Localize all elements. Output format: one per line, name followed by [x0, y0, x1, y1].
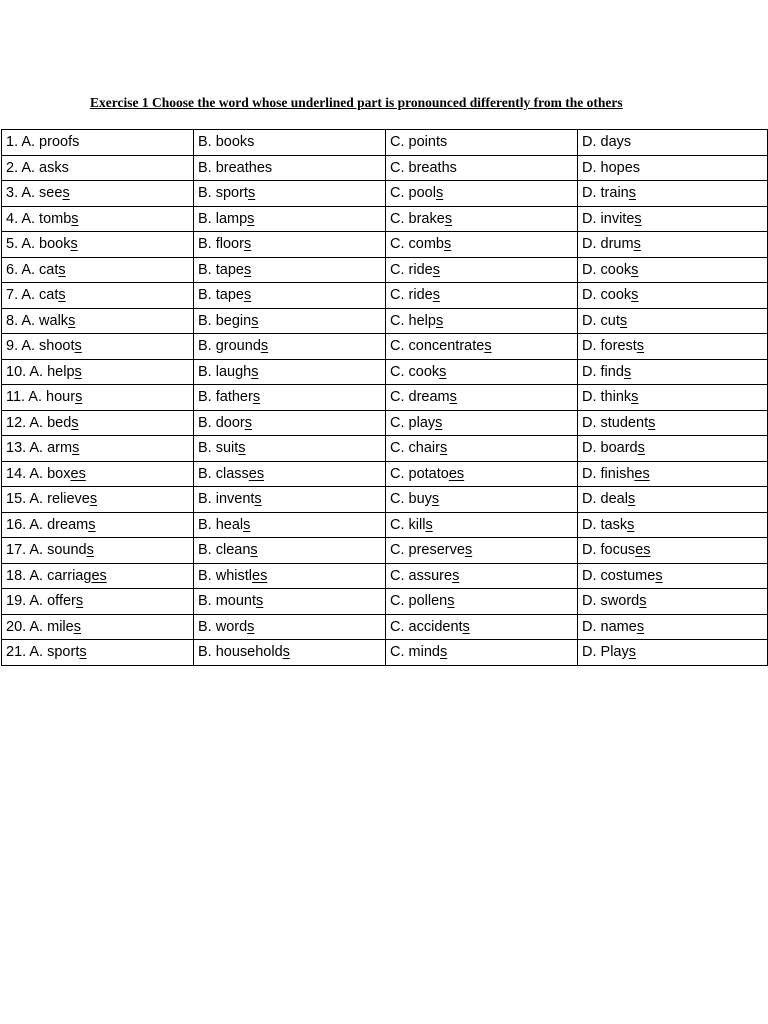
underlined-part: s — [484, 338, 492, 355]
question-row — [2, 283, 768, 309]
option-text: B. invent — [198, 491, 255, 508]
option-d-cell — [578, 359, 768, 385]
option-c-cell — [386, 283, 578, 309]
underlined-part: s — [637, 440, 645, 457]
option-c-cell — [386, 385, 578, 411]
option-d-cell — [578, 563, 768, 589]
underlined-part: s — [74, 363, 82, 380]
option-text: 4. A. tomb — [6, 210, 72, 227]
option-text: B. class — [198, 465, 249, 482]
question-row — [2, 512, 768, 538]
option-text: 9. A. shoot — [6, 338, 75, 355]
option-text: C. ride — [390, 287, 433, 304]
underlined-part: s — [68, 312, 76, 329]
option-a-cell — [2, 181, 194, 207]
option-text: 20. A. mile — [6, 618, 74, 635]
option-b-cell — [194, 512, 386, 538]
option-text: B. word — [198, 618, 248, 635]
option-b-cell — [194, 283, 386, 309]
underlined-part: s — [431, 491, 440, 508]
underlined-part: s — [633, 236, 641, 253]
option-a-cell — [2, 589, 194, 615]
underlined-part: s — [88, 516, 96, 533]
option-text: C. kill — [390, 516, 426, 533]
underlined-part: s — [251, 312, 259, 329]
option-text: D. find — [582, 363, 624, 380]
option-text: B. heal — [198, 516, 244, 533]
option-text: D. deal — [582, 491, 628, 508]
option-a-cell — [2, 334, 194, 360]
option-d-cell — [578, 512, 768, 538]
option-text: 17. A. sound — [6, 542, 87, 559]
underlined-part: s — [464, 542, 473, 559]
option-text: B. tape — [198, 287, 244, 304]
option-text: D. Play — [582, 644, 629, 661]
question-row — [2, 385, 768, 411]
question-row — [2, 589, 768, 615]
option-text: B. mount — [198, 593, 257, 610]
option-b-cell — [194, 181, 386, 207]
underlined-part: s — [623, 363, 632, 380]
option-text: D. board — [582, 440, 638, 457]
option-text: 1. A. proofs — [6, 134, 80, 151]
option-text: C. cook — [390, 363, 440, 380]
underlined-part: s — [439, 363, 447, 380]
option-text: C. assure — [390, 567, 453, 584]
underlined-part: es — [448, 465, 465, 482]
option-c-cell — [386, 206, 578, 232]
option-text: C. buy — [390, 491, 432, 508]
option-c-cell — [386, 436, 578, 462]
underlined-part: s — [631, 261, 639, 278]
option-b-cell — [194, 359, 386, 385]
option-text: C. preserve — [390, 542, 465, 559]
underlined-part: s — [628, 185, 636, 202]
option-a-cell — [2, 308, 194, 334]
option-d-cell — [578, 487, 768, 513]
option-d-cell — [578, 155, 768, 181]
option-text: B. whistl — [198, 567, 252, 584]
option-text: 3. A. see — [6, 185, 63, 202]
underlined-part: s — [444, 210, 453, 227]
option-d-cell — [578, 257, 768, 283]
option-d-cell — [578, 461, 768, 487]
option-d-cell — [578, 410, 768, 436]
underlined-part: s — [250, 542, 258, 559]
option-d-cell — [578, 206, 768, 232]
exercise-table — [1, 129, 768, 666]
option-c-cell — [386, 512, 578, 538]
underlined-part: s — [243, 236, 252, 253]
question-row — [2, 640, 768, 666]
option-text: D. days — [582, 134, 632, 151]
question-row — [2, 130, 768, 156]
underlined-part: s — [636, 338, 645, 355]
underlined-part: s — [89, 491, 98, 508]
option-text: 15. A. relieve — [6, 491, 90, 508]
underlined-part: s — [79, 644, 87, 661]
option-b-cell — [194, 206, 386, 232]
underlined-part: s — [628, 644, 636, 661]
option-text: 19. A. offer — [6, 593, 76, 610]
question-row — [2, 308, 768, 334]
option-d-cell — [578, 334, 768, 360]
option-b-cell — [194, 308, 386, 334]
option-text: 10. A. help — [6, 363, 75, 380]
option-c-cell — [386, 232, 578, 258]
option-text: D. invite — [582, 210, 635, 227]
underlined-part: es — [70, 465, 86, 482]
option-text: C. accident — [390, 618, 463, 635]
option-text: D. train — [582, 185, 629, 202]
option-text: C. play — [390, 414, 436, 431]
question-row — [2, 232, 768, 258]
option-text: B. lamp — [198, 210, 248, 227]
option-a-cell — [2, 206, 194, 232]
underlined-part: s — [432, 261, 440, 278]
option-b-cell — [194, 334, 386, 360]
question-row — [2, 487, 768, 513]
underlined-part: s — [462, 618, 470, 635]
underlined-part: s — [243, 261, 252, 278]
underlined-part: s — [447, 593, 455, 610]
underlined-part: s — [634, 210, 642, 227]
option-text: D. focus — [582, 542, 636, 559]
option-a-cell — [2, 155, 194, 181]
option-b-cell — [194, 257, 386, 283]
option-a-cell — [2, 640, 194, 666]
option-text: C. breaths — [390, 159, 457, 176]
option-c-cell — [386, 155, 578, 181]
option-text: C. brake — [390, 210, 445, 227]
option-text: C. points — [390, 134, 448, 151]
option-text: D. cook — [582, 287, 632, 304]
option-c-cell — [386, 359, 578, 385]
option-b-cell — [194, 130, 386, 156]
option-text: D. finish — [582, 465, 635, 482]
option-d-cell — [578, 385, 768, 411]
underlined-part: s — [282, 644, 290, 661]
option-d-cell — [578, 589, 768, 615]
underlined-part: s — [435, 312, 444, 329]
option-b-cell — [194, 410, 386, 436]
option-text: B. breathes — [198, 159, 273, 176]
option-text: D. drum — [582, 236, 634, 253]
underlined-part: s — [619, 312, 628, 329]
underlined-part: s — [627, 516, 635, 533]
question-row — [2, 563, 768, 589]
underlined-part: s — [252, 389, 261, 406]
option-text: C. pool — [390, 185, 436, 202]
option-text: D. costume — [582, 567, 656, 584]
option-text: B. household — [198, 644, 283, 661]
underlined-part: s — [260, 338, 269, 355]
option-text: C. dream — [390, 389, 450, 406]
option-a-cell — [2, 614, 194, 640]
option-text: 8. A. walk — [6, 312, 69, 329]
underlined-part: s — [58, 287, 66, 304]
option-d-cell — [578, 614, 768, 640]
option-a-cell — [2, 436, 194, 462]
option-a-cell — [2, 359, 194, 385]
option-c-cell — [386, 181, 578, 207]
option-text: C. pollen — [390, 593, 448, 610]
option-text: B. sport — [198, 185, 248, 202]
option-text: B. door — [198, 414, 245, 431]
option-d-cell — [578, 232, 768, 258]
option-c-cell — [386, 538, 578, 564]
option-text: B. floor — [198, 236, 244, 253]
question-row — [2, 614, 768, 640]
option-b-cell — [194, 461, 386, 487]
option-c-cell — [386, 614, 578, 640]
option-text: B. suit — [198, 440, 239, 457]
exercise-heading: Exercise 1 Choose the word whose underlined part is pronounced differently from the others — [90, 95, 623, 110]
underlined-part: s — [631, 287, 639, 304]
underlined-part: s — [425, 516, 433, 533]
underlined-part: s — [631, 389, 639, 406]
underlined-part: s — [439, 644, 448, 661]
underlined-part: es — [91, 567, 107, 584]
option-b-cell — [194, 487, 386, 513]
underlined-part: s — [251, 363, 259, 380]
underlined-part: s — [432, 287, 440, 304]
option-text: D. student — [582, 414, 649, 431]
question-row — [2, 461, 768, 487]
underlined-part: s — [636, 618, 645, 635]
underlined-part: s — [648, 414, 656, 431]
question-row — [2, 410, 768, 436]
underlined-part: s — [655, 567, 663, 584]
option-c-cell — [386, 410, 578, 436]
option-d-cell — [578, 640, 768, 666]
question-row — [2, 181, 768, 207]
option-b-cell — [194, 155, 386, 181]
option-b-cell — [194, 436, 386, 462]
underlined-part: s — [62, 185, 70, 202]
option-a-cell — [2, 385, 194, 411]
underlined-part: s — [238, 440, 246, 457]
question-row — [2, 334, 768, 360]
underlined-part: s — [444, 236, 452, 253]
underlined-part: s — [439, 440, 448, 457]
option-text: 11. A. hour — [6, 389, 76, 406]
option-b-cell — [194, 538, 386, 564]
underlined-part: s — [58, 261, 66, 278]
option-d-cell — [578, 130, 768, 156]
option-text: C. mind — [390, 644, 440, 661]
option-text: 18. A. carriag — [6, 567, 92, 584]
underlined-part: s — [86, 542, 94, 559]
underlined-part: s — [71, 210, 79, 227]
question-row — [2, 257, 768, 283]
option-d-cell — [578, 308, 768, 334]
underlined-part: s — [247, 185, 256, 202]
option-text: 12. A. bed — [6, 414, 72, 431]
option-d-cell — [578, 436, 768, 462]
option-text: C. help — [390, 312, 436, 329]
option-a-cell — [2, 410, 194, 436]
option-b-cell — [194, 640, 386, 666]
option-text: D. forest — [582, 338, 637, 355]
option-a-cell — [2, 130, 194, 156]
question-row — [2, 206, 768, 232]
option-d-cell — [578, 181, 768, 207]
option-text: D. task — [582, 516, 628, 533]
option-text: B. tape — [198, 261, 244, 278]
underlined-part: es — [635, 542, 651, 559]
underlined-part: s — [70, 236, 78, 253]
option-a-cell — [2, 538, 194, 564]
option-text: C. chair — [390, 440, 440, 457]
underlined-part: s — [243, 516, 251, 533]
option-a-cell — [2, 257, 194, 283]
option-c-cell — [386, 257, 578, 283]
option-text: 5. A. book — [6, 236, 71, 253]
underlined-part: es — [634, 465, 650, 482]
option-text: 14. A. box — [6, 465, 71, 482]
option-a-cell — [2, 563, 194, 589]
option-d-cell — [578, 283, 768, 309]
underlined-part: s — [72, 440, 80, 457]
option-text: B. books — [198, 134, 255, 151]
underlined-part: s — [71, 414, 79, 431]
underlined-part: s — [435, 185, 444, 202]
underlined-part: es — [252, 567, 268, 584]
option-text: 13. A. arm — [6, 440, 73, 457]
option-d-cell — [578, 538, 768, 564]
option-c-cell — [386, 563, 578, 589]
option-c-cell — [386, 334, 578, 360]
underlined-part: s — [247, 618, 255, 635]
underlined-part: s — [256, 593, 264, 610]
option-text: D. cook — [582, 261, 632, 278]
option-c-cell — [386, 589, 578, 615]
option-text: B. laugh — [198, 363, 252, 380]
option-a-cell — [2, 283, 194, 309]
underlined-part: s — [627, 491, 636, 508]
underlined-part: s — [243, 287, 252, 304]
option-text: B. begin — [198, 312, 252, 329]
option-b-cell — [194, 232, 386, 258]
underlined-part: s — [449, 389, 457, 406]
question-row — [2, 436, 768, 462]
option-text: C. ride — [390, 261, 433, 278]
option-text: C. potato — [390, 465, 449, 482]
option-text: D. think — [582, 389, 632, 406]
option-text: B. ground — [198, 338, 261, 355]
option-c-cell — [386, 640, 578, 666]
option-a-cell — [2, 232, 194, 258]
option-b-cell — [194, 563, 386, 589]
option-text: 16. A. dream — [6, 516, 89, 533]
option-a-cell — [2, 461, 194, 487]
option-text: C. comb — [390, 236, 444, 253]
option-c-cell — [386, 461, 578, 487]
question-row — [2, 359, 768, 385]
underlined-part: s — [75, 593, 84, 610]
option-text: D. sword — [582, 593, 640, 610]
option-text: 7. A. cat — [6, 287, 59, 304]
question-row — [2, 538, 768, 564]
exercise-table-body — [2, 130, 768, 666]
option-text: D. cut — [582, 312, 620, 329]
option-text: C. concentrate — [390, 338, 485, 355]
underlined-part: s — [247, 210, 255, 227]
underlined-part: es — [248, 465, 265, 482]
option-c-cell — [386, 130, 578, 156]
option-text: 6. A. cat — [6, 261, 59, 278]
option-c-cell — [386, 487, 578, 513]
underlined-part: s — [254, 491, 262, 508]
underlined-part: s — [452, 567, 460, 584]
option-text: 21. A. sport — [6, 644, 80, 661]
option-b-cell — [194, 589, 386, 615]
option-text: 2. A. asks — [6, 159, 69, 176]
underlined-part: s — [75, 389, 83, 406]
underlined-part: s — [244, 414, 252, 431]
option-a-cell — [2, 487, 194, 513]
underlined-part: s — [73, 618, 81, 635]
option-text: D. hopes — [582, 159, 641, 176]
question-row — [2, 155, 768, 181]
option-text: B. clean — [198, 542, 251, 559]
option-c-cell — [386, 308, 578, 334]
option-b-cell — [194, 614, 386, 640]
option-text: B. father — [198, 389, 253, 406]
underlined-part: s — [435, 414, 443, 431]
underlined-part: s — [74, 338, 82, 355]
underlined-part: s — [639, 593, 647, 610]
option-a-cell — [2, 512, 194, 538]
option-b-cell — [194, 385, 386, 411]
option-text: D. name — [582, 618, 637, 635]
